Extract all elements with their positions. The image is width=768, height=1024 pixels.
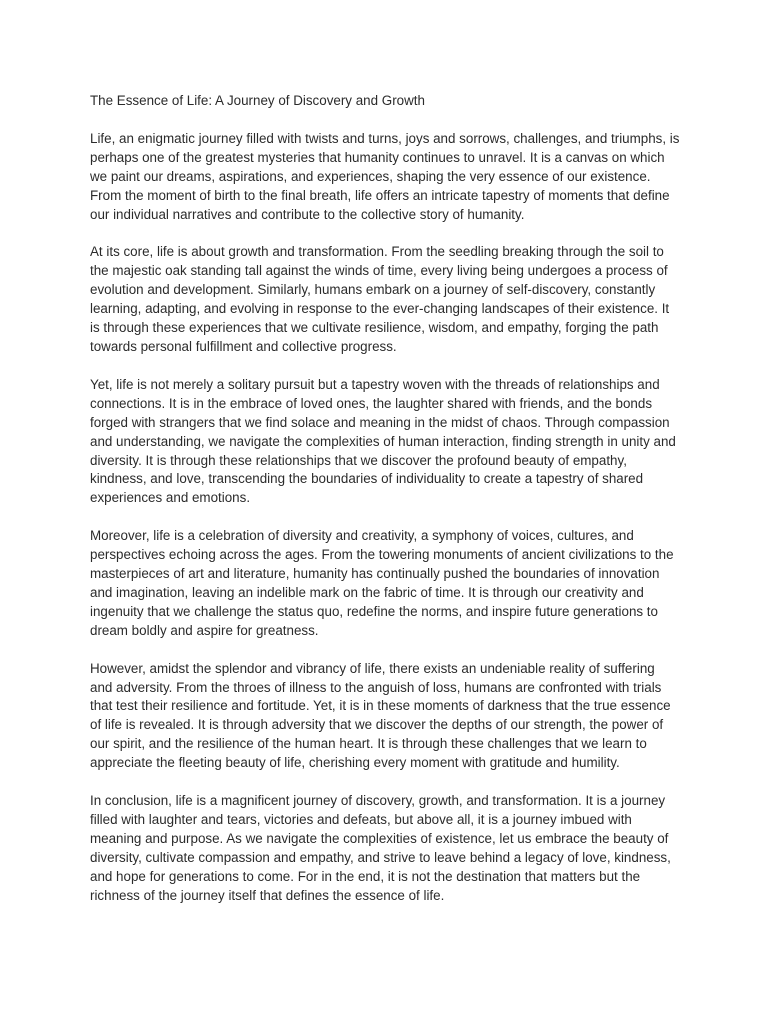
paragraph-growth: At its core, life is about growth and transformation. From the seedling breaking through the soil to the majestic oak standing tall against the winds of time, every living being undergoes a process of evolution and development. Similarly, humans embark on a journey of self-discovery, constantly learning, adapting, and evolving in response to the ever-changing landscapes of their existence. It is through these experiences that we cultivate resilience, wisdom, and empathy, forging the path towards personal fulfillment and collective progress. xyxy=(90,244,670,354)
document-page xyxy=(90,92,680,925)
paragraph-creativity: Moreover, life is a celebration of diversity and creativity, a symphony of voices, cultures, and perspectives echoing across the ages. From the towering monuments of ancient civilizations to the masterpieces of art and literature, humanity has continually pushed the boundaries of innovation and imagination, leaving an indelible mark on the fabric of time. It is through our creativity and ingenuity that we challenge the status quo, redefine the norms, and inspire future generations to dream boldly and aspire for greatness. xyxy=(90,528,674,638)
paragraph-conclusion: In conclusion, life is a magnificent journey of discovery, growth, and transformation. It is a journey filled with laughter and tears, victories and defeats, but above all, it is a journey imbued with meaning and purpose. As we navigate the complexities of existence, let us embrace the beauty of diversity, cultivate compassion and empathy, and strive to leave behind a legacy of love, kindness, and hope for generations to come. For in the end, it is not the destination that matters but the richness of the journey itself that defines the essence of life. xyxy=(90,793,671,903)
paragraph-intro: Life, an enigmatic journey filled with twists and turns, joys and sorrows, challenges, and triumphs, is perhaps one of the greatest mysteries that humanity continues to unravel. It is a canvas on which we paint our dreams, aspirations, and experiences, shaping the very essence of our existence. From the moment of birth to the final breath, life offers an intricate tapestry of moments that define our individual narratives and contribute to the collective story of humanity. xyxy=(90,130,680,222)
document-title: The Essence of Life: A Journey of Discovery and Growth xyxy=(90,93,425,108)
paragraph-adversity: However, amidst the splendor and vibrancy of life, there exists an undeniable reality of suffering and adversity. From the throes of illness to the anguish of loss, humans are confronted with trials that test their resilience and fortitude. Yet, it is in these moments of darkness that the true essence of life is revealed. It is through adversity that we discover the depths of our strength, the power of our spirit, and the resilience of the human heart. It is through these challenges that we learn to appreciate the fleeting beauty of life, cherishing every moment with gratitude and humility. xyxy=(90,660,671,771)
paragraph-relationships: Yet, life is not merely a solitary pursuit but a tapestry woven with the threads of relationships and connections. It is in the embrace of loved ones, the laughter shared with friends, and the bonds forged with strangers that we find solace and meaning in the midst of chaos. Through compassion and understanding, we navigate the complexities of human interaction, finding strength in unity and diversity. It is through these relationships that we discover the profound beauty of empathy, kindness, and love, transcending the boundaries of individuality to create a tapestry of shared experiences and emotions. xyxy=(90,376,676,506)
